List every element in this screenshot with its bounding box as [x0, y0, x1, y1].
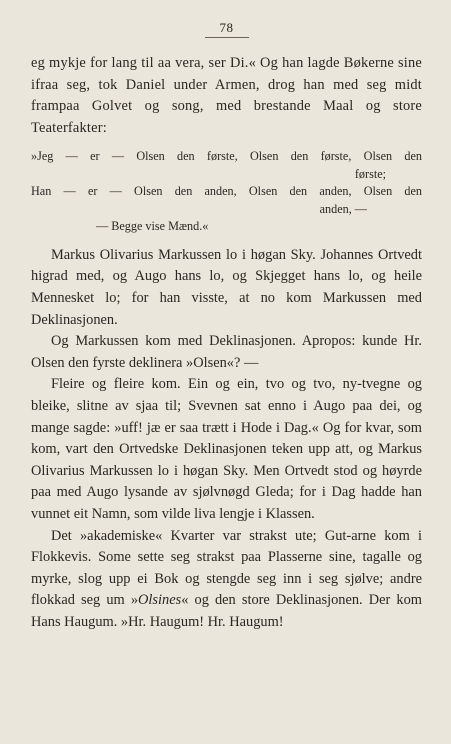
- verse-line-2-continuation: anden, —: [319, 201, 367, 216]
- book-page: [31, 20, 422, 634]
- verse-line-1: »Jeg — er — Olsen den første, Olsen den første, Olsen den: [31, 149, 422, 164]
- paragraph-5-text-a: Det »akademiske« Kvarter var strakst ute; Gut-arne kom i Flokkevis. Some sette seg strakst paa Plasserne sine, tagalle og myrke, slog upp ei Bok og stengde seg inn i seg sjølve; andre flokkad seg um »: [31, 527, 422, 609]
- paragraph-1: eg mykje for lang til aa vera, ser Di.« Og han lagde Bøkerne sine ifraa seg, tok Daniel under Armen, drog han med seg midt frampaa Golvet og song, med brestande Maal og store Teaterfakter:: [31, 55, 422, 136]
- page-number: 78: [219, 20, 234, 35]
- paragraph-2: Markus Olivarius Markussen lo i høgan Sky. Johannes Ortvedt higrad med, og Augo hans lo, og Skjegget hans lo, og heile Mennesket lo; for han visste, at no kom Markussen med Deklinasjonen.: [31, 246, 422, 328]
- verse-line-2: Han — er — Olsen den anden, Olsen den anden, Olsen den: [31, 184, 422, 199]
- verse-line-1-continuation: første;: [354, 166, 386, 181]
- paragraph-4: Fleire og fleire kom. Ein og ein, tvo og tvo, ny-tvegne og bleike, slitne av sjaa til; Svevnen sat enno i Augo paa dei, og mange sagde: »uff! jæ er saa trætt i Hode i Dag.« Og for kvar, som kom, vart den Ortvedske Deklinasjonen teken upp att, og Markus Olivarius Markussen lo i høgan Sky. Men Ortvedt stod og høyrde paa med Augo lysande av sjølvnøgd Gleda; for i Dag hadde han vunnet eit Namn, som vilde liva lengje i Klassen.: [31, 376, 422, 522]
- paragraph-5: [31, 526, 422, 634]
- paragraph-5-emphasis: Olsines: [138, 592, 182, 609]
- paragraph-3: Og Markussen kom med Deklinasjonen. Apropos: kunde Hr. Olsen den fyrste deklinera »Olsen«? —: [31, 333, 422, 371]
- paragraph-5-text-b: « og den store Deklinasjonen. Der kom Hans Haugum. »Hr. Haugum! Hr. Haugum!: [31, 592, 422, 630]
- song-verse: [31, 148, 422, 236]
- header-rule: [205, 37, 249, 38]
- verse-line-3: — Begge vise Mænd.«: [96, 219, 209, 234]
